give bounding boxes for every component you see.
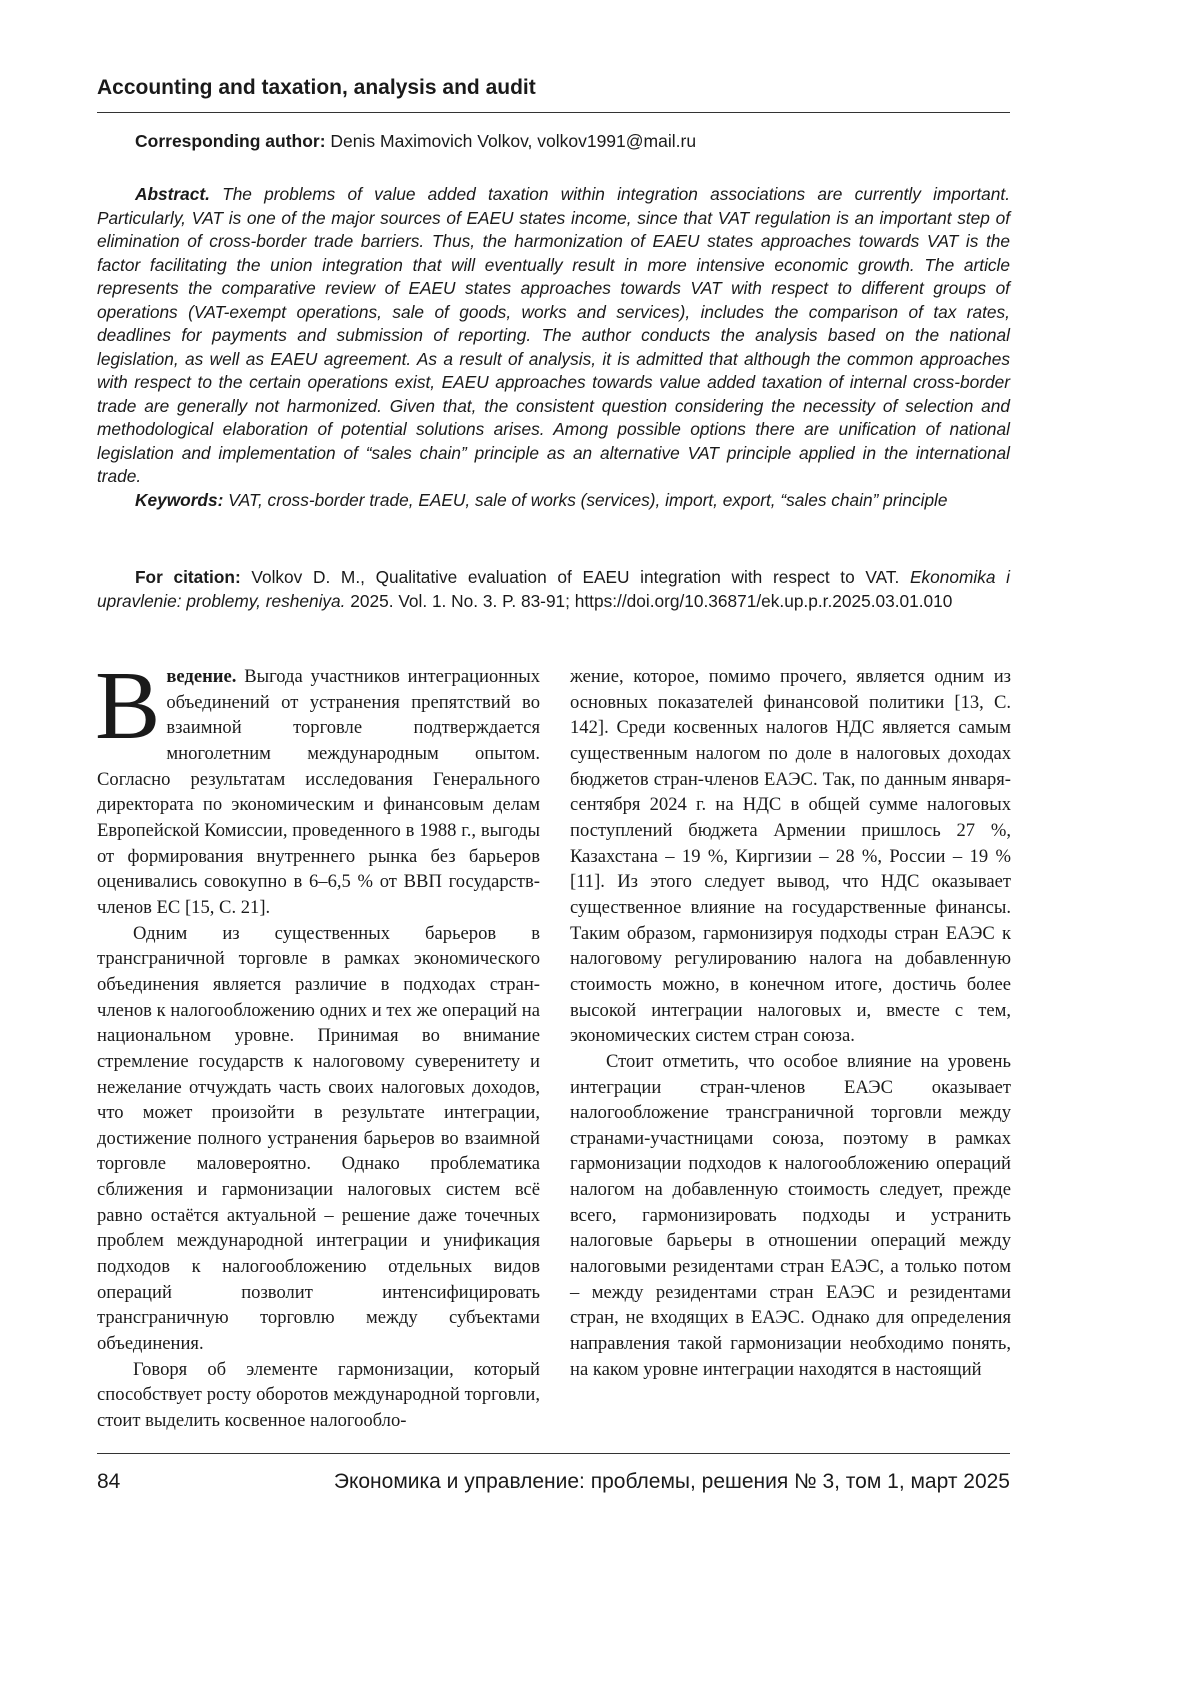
citation-journal: Ekonomika i upravlenie: problemy, resheniya. <box>97 567 1010 611</box>
running-head: Accounting and taxation, analysis and audit <box>97 76 536 100</box>
paragraph: Стоит отметить, что особое влияние на уровень интеграции стран-членов ЕАЭС оказывает налогообложение трансграничной торговли между странами-участницами союза, поэтому в рамках гармонизации подходов к налогообложению операций налогом на добавленную стоимость следует, прежде всего, гармонизировать подходы и устранить налоговые барьеры в отношении операций между налоговыми резидентами стран ЕАЭС, а только потом – между резидентами стран ЕАЭС и резидентами стран, не входящих в ЕАЭС. Однако для определения направления такой гармонизации необходимо понять, на каком уровне интеграции находятся в настоящий <box>570 1049 1011 1383</box>
paragraph: Говоря об элементе гармонизации, который способствует росту оборотов международной торговли, стоит выделить косвенное налогообло- <box>97 1357 540 1434</box>
keywords-label: Keywords: <box>135 490 223 510</box>
corresponding-author-label: Corresponding author: <box>135 131 326 151</box>
abstract-label: Abstract. <box>135 184 210 204</box>
citation-details: 2025. Vol. 1. No. 3. P. 83-91; https://doi.org/10.36871/ek.up.p.r.2025.03.01.010 <box>345 591 952 611</box>
footer-rule <box>97 1453 1010 1454</box>
abstract-text: The problems of value added taxation within integration associations are currently important. Particularly, VAT is one of the major sources of EAEU states income, since that VAT regulation is an important step of elimination of cross-border trade barriers. Thus, the harmonization of EAEU states approaches towards VAT is the factor facilitating the union integration that will eventually result in more intensive economic growth. The article represents the comparative review of EAEU states approaches towards VAT with respect to different groups of operations (VAT-exempt operations, sale of goods, works and services), includes the comparison of tax rates, deadlines for payments and submission of reporting. The author conducts the analysis based on the national legislation, as well as EAEU agreement. As a result of analysis, it is admitted that although the common approaches with respect to the certain operations exist, EAEU approaches towards value added taxation of internal cross-border trade are generally not harmonized. Given that, the consistent question considering the necessity of selection and methodological elaboration of potential solutions arises. Among possible options there are unification of national legislation and implementation of “sales chain” principle as an alternative VAT principle applied in the international trade. <box>97 184 1010 486</box>
citation-authors-title: Volkov D. M., Qualitative evaluation of EAEU integration with respect to VAT. <box>241 567 910 587</box>
footer-journal: Экономика и управление: проблемы, решения № 3, том 1, март 2025 <box>334 1470 1010 1494</box>
page-number: 84 <box>97 1470 120 1494</box>
body-column-right <box>570 664 1011 1382</box>
body-column-left <box>97 664 540 1434</box>
dropcap: В <box>95 668 160 744</box>
citation-label: For citation: <box>135 567 241 587</box>
paragraph: жение, которое, помимо прочего, является одним из основных показателей финансовой политики [13, С. 142]. Среди косвенных налогов НДС является самым существенным налогом по доле в налоговых доходах бюджетов стран-членов ЕАЭС. Так, по данным января-сентября 2024 г. на НДС в общей сумме налоговых поступлений бюджета Армении пришлось 27 %, Казахстана – 19 %, Киргизии – 28 %, России – 19 % [11]. Из этого следует вывод, что НДС оказывает существенное влияние на государственные финансы. Таким образом, гармонизируя подходы стран ЕАЭС к налоговому регулированию налога на добавленную стоимость можно, в конечном итоге, достичь более высокой интеграции налоговых и, вместе с тем, экономических систем стран союза. <box>570 664 1011 1049</box>
corresponding-author-text: Denis Maximovich Volkov, volkov1991@mail.ru <box>326 131 697 151</box>
abstract <box>97 183 1010 512</box>
paragraph: Выгода участников интеграционных объединений от устранения препятствий во взаимной торговле подтверждается многолетним международным опытом. Согласно результатам исследования Генерального директората по экономическим и финансовым делам Европейской Комиссии, проведенного в 1988 г., выгоды от формирования внутреннего рынка без барьеров оценивались совокупно в 6–6,5 % от ВВП государств-членов ЕС [15, С. 21]. <box>97 666 540 918</box>
intro-heading: ведение. <box>166 666 236 687</box>
paragraph: Одним из существенных барьеров в трансграничной торговле в рамках экономического объединения является различие в подходах стран-членов к налогообложению одних и тех же операций на национальном уровне. Принимая во внимание стремление государств к налоговому суверенитету и нежелание отчуждать часть своих налоговых доходов, что может произойти в результате интеграции, достижение полного устранения барьеров во взаимной торговле маловероятно. Однако проблематика сближения и гармонизации налоговых систем всё равно остаётся актуальной – решение даже точечных проблем международной интеграции и унификация подходов к налогообложению отдельных видов операций позволит интенсифицировать трансграничную торговлю между субъектами объединения. <box>97 921 540 1357</box>
keywords-text: VAT, cross-border trade, EAEU, sale of works (services), import, export, “sales chain” principle <box>223 490 947 510</box>
corresponding-author <box>135 131 696 152</box>
citation <box>97 566 1010 613</box>
header-rule <box>97 112 1010 113</box>
